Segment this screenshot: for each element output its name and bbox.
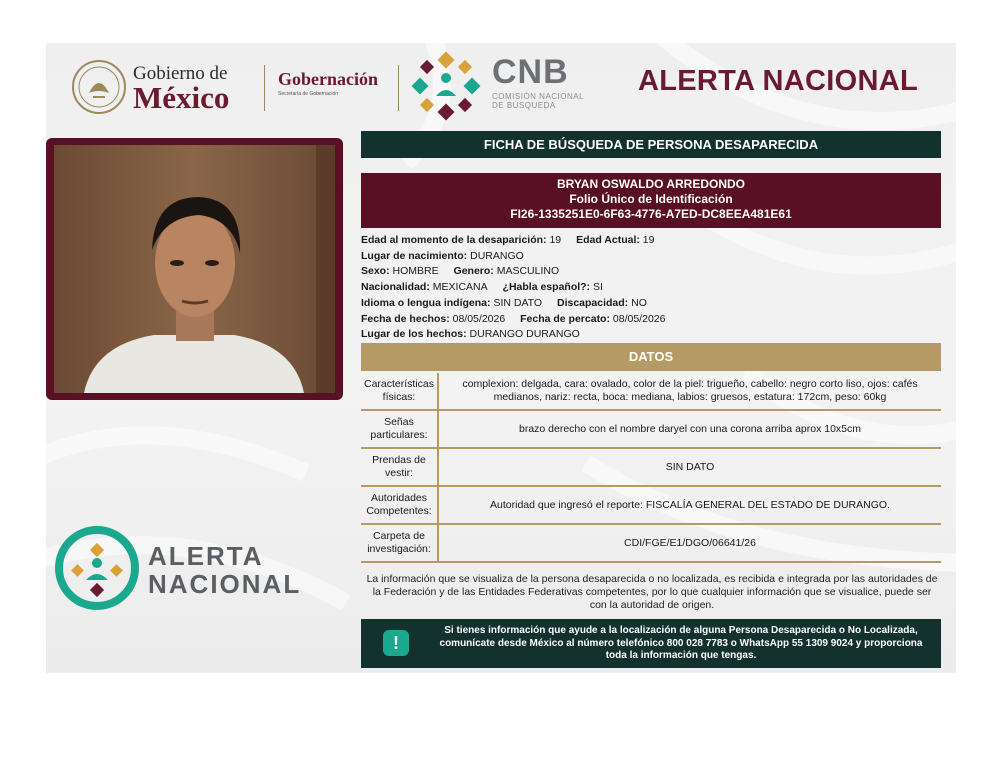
datos-row: [361, 449, 941, 487]
info-row: [361, 249, 941, 265]
datos-value: Autoridad que ingresó el reporte: FISCALÍA GENERAL DEL ESTADO DE DURANGO.: [490, 498, 890, 511]
datos-value: CDI/FGE/E1/DGO/06641/26: [624, 536, 756, 549]
lugar-nacimiento-label: Lugar de nacimiento:: [361, 249, 468, 262]
datos-title: DATOS: [361, 343, 941, 371]
fecha-percato-label: Fecha de percato:: [520, 312, 610, 325]
datos-label: [361, 487, 439, 523]
idioma-value: SIN DATO: [493, 296, 543, 309]
alerta-logo-line2: NACIONAL: [148, 569, 302, 599]
info-row: [361, 264, 941, 280]
info-row: [361, 296, 941, 312]
ficha-title: FICHA DE BÚSQUEDA DE PERSONA DESAPARECIDA: [361, 131, 941, 158]
alerta-logo-icon: [54, 525, 140, 611]
alerta-nacional-logo: [54, 523, 304, 613]
edad-actual-label: Edad Actual:: [576, 234, 640, 246]
gobierno-logo: [71, 59, 251, 117]
cnb-subtitle-1: COMISIÓN NACIONAL: [492, 92, 585, 101]
sexo-label: Sexo:: [361, 265, 390, 278]
datos-label-line: Competentes:: [366, 505, 432, 517]
person-photo: [54, 145, 335, 393]
header-divider: [398, 65, 399, 111]
cnb-logo-icon: [411, 51, 481, 121]
header-divider: [264, 65, 265, 111]
info-row: [361, 280, 941, 296]
header: [46, 43, 956, 128]
datos-label-line: Carpeta de: [373, 530, 425, 542]
datos-label-line: Señas: [384, 416, 414, 428]
info-row: [361, 327, 941, 343]
lugar-hechos-label: Lugar de los hechos:: [361, 328, 467, 341]
habla-value: SI: [592, 281, 603, 294]
contact-box: [361, 619, 941, 668]
idioma-label: Idioma o lengua indígena:: [361, 296, 491, 309]
lugar-nacimiento-value: DURANGO: [470, 249, 524, 262]
datos-table: [361, 373, 941, 563]
person-info: [361, 233, 941, 343]
datos-row: [361, 487, 941, 525]
edad-desaparicion-value: 19: [549, 234, 562, 246]
discapacidad-label: Discapacidad:: [556, 296, 629, 309]
datos-label: [361, 373, 439, 409]
datos-label-line: Características: [363, 378, 435, 390]
contact-text: Si tienes información que ayude a la localización de alguna Persona Desaparecida o No Localizada, comunícate desde México al número telefónico 800 028 7783 o WhatsApp 55 1309 9024 y proporciona toda la información que tengas.: [439, 625, 923, 661]
alert-title: ALERTA NACIONAL: [638, 65, 918, 97]
datos-label-line: físicas:: [382, 391, 416, 403]
gobernacion-subtitle: Secretaría de Gobernación: [278, 91, 339, 97]
cnb-text: [492, 53, 584, 110]
datos-label-line: Autoridades: [370, 492, 428, 504]
genero-value: MASCULINO: [496, 265, 560, 278]
lugar-hechos-value: DURANGO DURANGO: [469, 328, 580, 341]
gobernacion-title: Gobernación: [278, 69, 379, 89]
datos-label-line: vestir:: [384, 467, 413, 479]
cnb-subtitle-2: DE BÚSQUEDA: [492, 101, 556, 110]
gobierno-line2: México: [133, 80, 230, 115]
datos-label-line: investigación:: [367, 543, 431, 555]
nacionalidad-value: MEXICANA: [432, 281, 488, 294]
datos-value: complexion: delgada, cara: ovalado, color de la piel: trigueño, cabello: negro corto liso, ojos: cafés medianos, nariz: recta, boca: mediana, labios: gruesos, estatura: 172cm, peso: 60kg: [462, 378, 918, 403]
datos-row: [361, 373, 941, 411]
gobernacion-logo: [278, 69, 378, 97]
habla-label: ¿Habla español?:: [502, 281, 591, 294]
edad-desaparicion-label: Edad al momento de la desaparición:: [361, 234, 547, 246]
datos-row: [361, 411, 941, 449]
folio-value: FI26-1335251E0-6F63-4776-A7ED-DC8EEA481E61: [510, 207, 792, 221]
cnb-title: CNB: [492, 53, 569, 91]
datos-value: brazo derecho con el nombre daryel con una corona arriba aprox 10x5cm: [518, 422, 862, 435]
edad-actual-value: 19: [642, 234, 655, 246]
fecha-hechos-label: Fecha de hechos:: [361, 312, 450, 325]
info-row: [361, 233, 941, 249]
datos-value: SIN DATO: [665, 460, 715, 473]
fecha-percato-value: 08/05/2026: [612, 312, 666, 325]
datos-label: [361, 525, 439, 561]
gobierno-line1: Gobierno de: [133, 63, 228, 84]
fecha-hechos-value: 08/05/2026: [452, 312, 506, 325]
coat-of-arms-icon: [71, 59, 127, 115]
genero-label: Genero:: [453, 265, 494, 278]
person-header: [361, 173, 941, 228]
info-row: [361, 312, 941, 328]
person-photo-frame: [46, 138, 343, 400]
datos-row: [361, 525, 941, 563]
alerta-logo-line1: ALERTA: [148, 541, 264, 571]
nacionalidad-label: Nacionalidad:: [361, 281, 430, 294]
datos-label-line: particulares:: [370, 429, 428, 441]
discapacidad-value: NO: [631, 296, 647, 309]
datos-label: [361, 449, 439, 485]
alert-poster: [46, 43, 956, 673]
person-name: BRYAN OSWALDO ARREDONDO: [556, 177, 745, 191]
alert-exclamation-icon: !: [383, 630, 409, 656]
sexo-value: HOMBRE: [392, 265, 439, 278]
datos-label-line: Prendas de: [372, 454, 426, 466]
datos-label: [361, 411, 439, 447]
disclaimer: La información que se visualiza de la persona desaparecida o no localizada, es recibida e integrada por las autoridades de la Federación y de las Entidades Federativas competentes, por lo que cualquier información que se visualice, puede ser con la autoridad de origen.: [366, 573, 938, 611]
folio-label: Folio Único de Identificación: [569, 192, 733, 206]
